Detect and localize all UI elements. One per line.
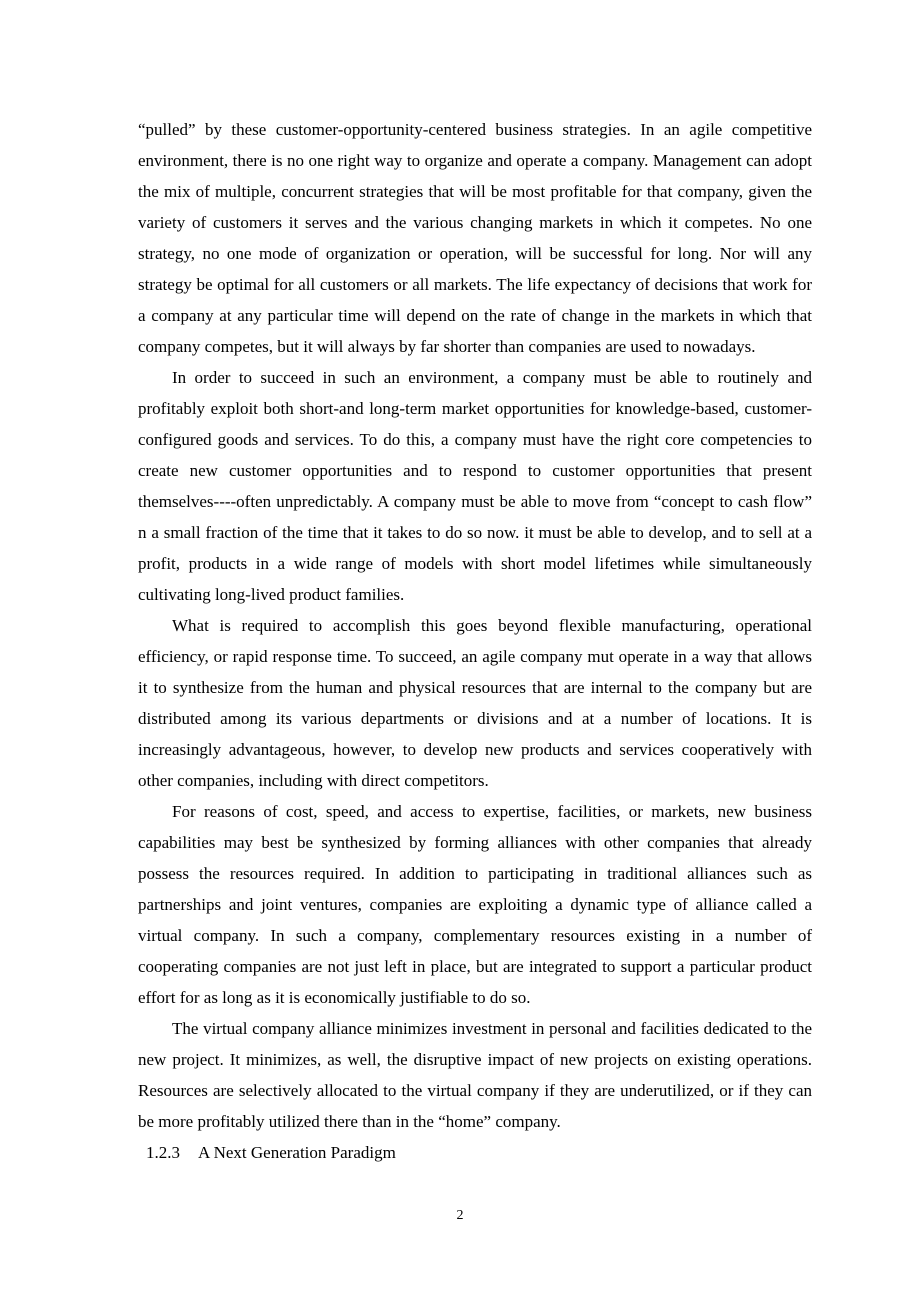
paragraph: For reasons of cost, speed, and access to expertise, facilities, or markets, new business capabilities may best be synthesized by forming alliances with other companies that already possess the resources required. In addition to participating in traditional alliances such as partnerships and joint ventures, companies are exploiting a dynamic type of alliance called a virtual company. In such a company, complementary resources existing in a number of cooperating companies are not just left in place, but are integrated to support a particular product effort for as long as it is economically justifiable to do so. xyxy=(138,802,812,1007)
paragraph: What is required to accomplish this goes beyond flexible manufacturing, operational efficiency, or rapid response time. To succeed, an agile company mut operate in a way that allows it to synthesize from the human and physical resources that are internal to the company but are distributed among its various departments or divisions and at a number of locations. It is increasingly advantageous, however, to develop new products and services cooperatively with other companies, including with direct competitors. xyxy=(138,616,812,790)
paragraph-continued: “pulled” by these customer-opportunity-centered business strategies. In an agile competitive environment, there is no one right way to organize and operate a company. Management can adopt the mix of multiple, concurrent strategies that will be most profitable for that company, given the variety of customers it serves and the various changing markets in which it competes. No one strategy, no one mode of organization or operation, will be successful for long. Nor will any strategy be optimal for all customers or all markets. The life expectancy of decisions that work for a company at any particular time will depend on the rate of change in the markets in which that company competes, but it will always by far shorter than companies are used to nowadays. xyxy=(138,120,812,356)
page-number: 2 xyxy=(456,1208,464,1223)
section-number: 1.2.3 xyxy=(146,1143,180,1162)
section-heading xyxy=(138,1137,812,1168)
paragraph: In order to succeed in such an environment, a company must be able to routinely and profitably exploit both short-and long-term market opportunities for knowledge-based, customer-configured goods and services. To do this, a company must have the right core competencies to create new customer opportunities and to respond to customer opportunities that present themselves----often unpredictably. A company must be able to move from “concept to cash flow” n a small fraction of the time that it takes to do so now. it must be able to develop, and to sell at a profit, products in a wide range of models with short model lifetimes while simultaneously cultivating long-lived product families. xyxy=(138,368,812,604)
paragraph: The virtual company alliance minimizes investment in personal and facilities dedicated to the new project. It minimizes, as well, the disruptive impact of new projects on existing operations. Resources are selectively allocated to the virtual company if they are underutilized, or if they can be more profitably utilized there than in the “home” company. xyxy=(138,1019,812,1131)
section-title: A Next Generation Paradigm xyxy=(198,1143,396,1162)
document-body xyxy=(138,114,812,1168)
